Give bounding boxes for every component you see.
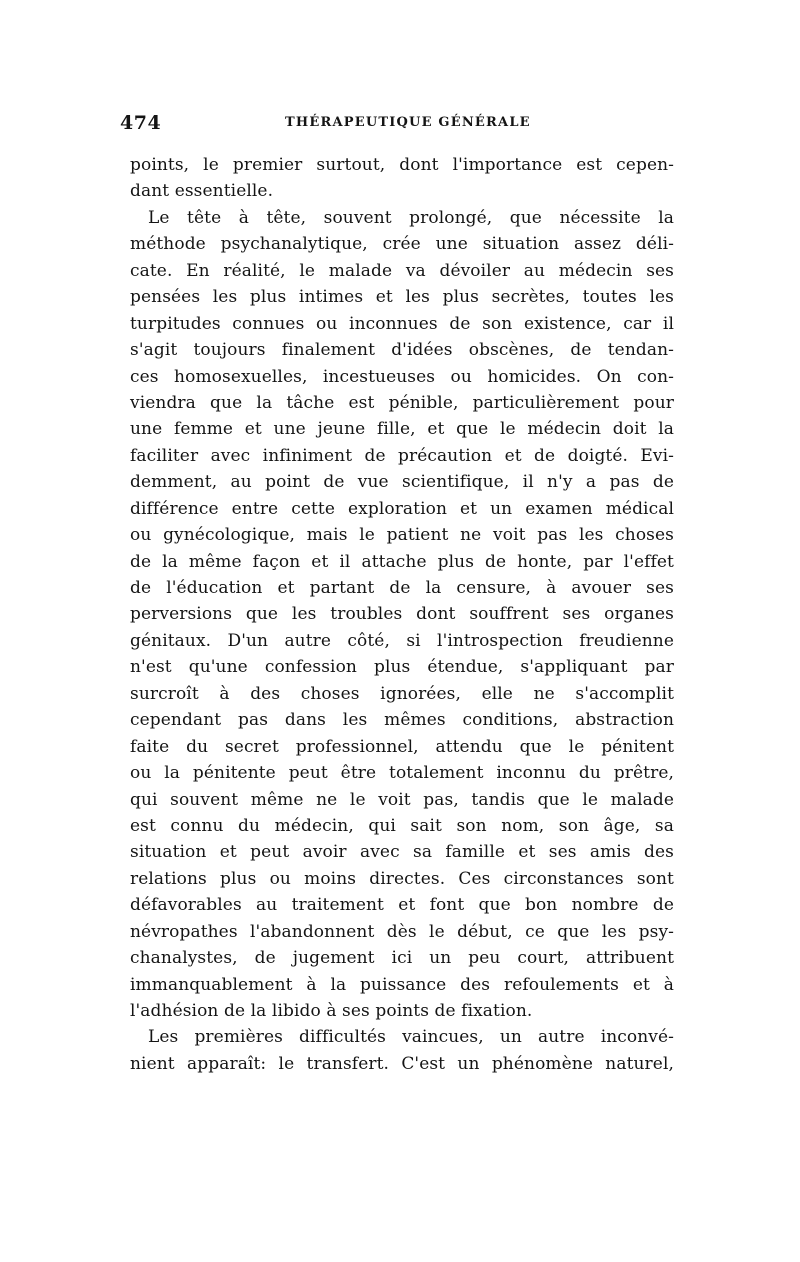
text-line: une femme et une jeune fille, et que le médecin doit la: [130, 419, 674, 440]
text-line: dant essentielle.: [130, 181, 274, 202]
text-line: de l'éducation et partant de la censure, à avouer ses: [130, 578, 674, 598]
text-line: faciliter avec infiniment de précaution et de doigté. Evi-: [130, 445, 674, 466]
text-line: n'est qu'une confession plus étendue, s'appliquant par: [130, 657, 674, 678]
text-line: ou gynécologique, mais le patient ne voit pas les choses: [130, 525, 674, 546]
running-title: THÉRAPEUTIQUE GÉNÉRALE: [285, 115, 531, 130]
text-line: Le tête à tête, souvent prolongé, que nécessite la: [148, 207, 674, 228]
text-line: l'adhésion de la libido à ses points de fixation.: [130, 1001, 533, 1021]
text-line: perversions que les troubles dont souffrent ses organes: [130, 604, 674, 625]
text-line: cependant pas dans les mêmes conditions, abstraction: [130, 710, 674, 731]
text-line: surcroît à des choses ignorées, elle ne s'accomplit: [130, 683, 674, 704]
text-line: faite du secret professionnel, attendu que le pénitent: [130, 736, 674, 757]
body-text: [130, 152, 674, 1077]
text-line: points, le premier surtout, dont l'importance est cepen-: [130, 155, 674, 175]
text-line: Les premières difficultés vaincues, un autre inconvé-: [148, 1027, 674, 1048]
text-line: névropathes l'abandonnent dès le début, ce que les psy-: [130, 921, 674, 942]
text-line: de la même façon et il attache plus de honte, par l'effet: [130, 551, 674, 572]
text-line: méthode psychanalytique, crée une situation assez déli-: [130, 234, 674, 255]
text-line: nient apparaît: le transfert. C'est un phénomène naturel,: [130, 1053, 674, 1074]
text-line: est connu du médecin, qui sait son nom, son âge, sa: [130, 815, 674, 836]
text-line: situation et peut avoir avec sa famille et ses amis des: [130, 842, 674, 863]
text-line: pensées les plus intimes et les plus secrètes, toutes les: [130, 287, 674, 308]
text-line: relations plus ou moins directes. Ces circonstances sont: [130, 868, 674, 889]
text-line: viendra que la tâche est pénible, particulièrement pour: [130, 392, 674, 413]
text-line: immanquablement à la puissance des refoulements et à: [130, 974, 674, 995]
page-number: 474: [120, 112, 162, 134]
text-line: s'agit toujours finalement d'idées obscènes, de tendan-: [130, 340, 674, 361]
text-line: turpitudes connues ou inconnues de son existence, car il: [130, 313, 674, 334]
text-line: demment, au point de vue scientifique, il n'y a pas de: [130, 472, 674, 493]
text-line: chanalystes, de jugement ici un peu court, attribuent: [130, 948, 674, 969]
page-header: [120, 112, 672, 138]
text-line: ou la pénitente peut être totalement inconnu du prêtre,: [130, 763, 674, 784]
text-line: cate. En réalité, le malade va dévoiler au médecin ses: [130, 260, 674, 281]
text-line: défavorables au traitement et font que bon nombre de: [130, 895, 674, 916]
text-line: ces homosexuelles, incestueuses ou homicides. On con-: [130, 366, 674, 387]
text-line: qui souvent même ne le voit pas, tandis que le malade: [130, 789, 674, 810]
text-line: génitaux. D'un autre côté, si l'introspection freudienne: [130, 630, 674, 651]
text-line: différence entre cette exploration et un examen médical: [130, 498, 674, 519]
